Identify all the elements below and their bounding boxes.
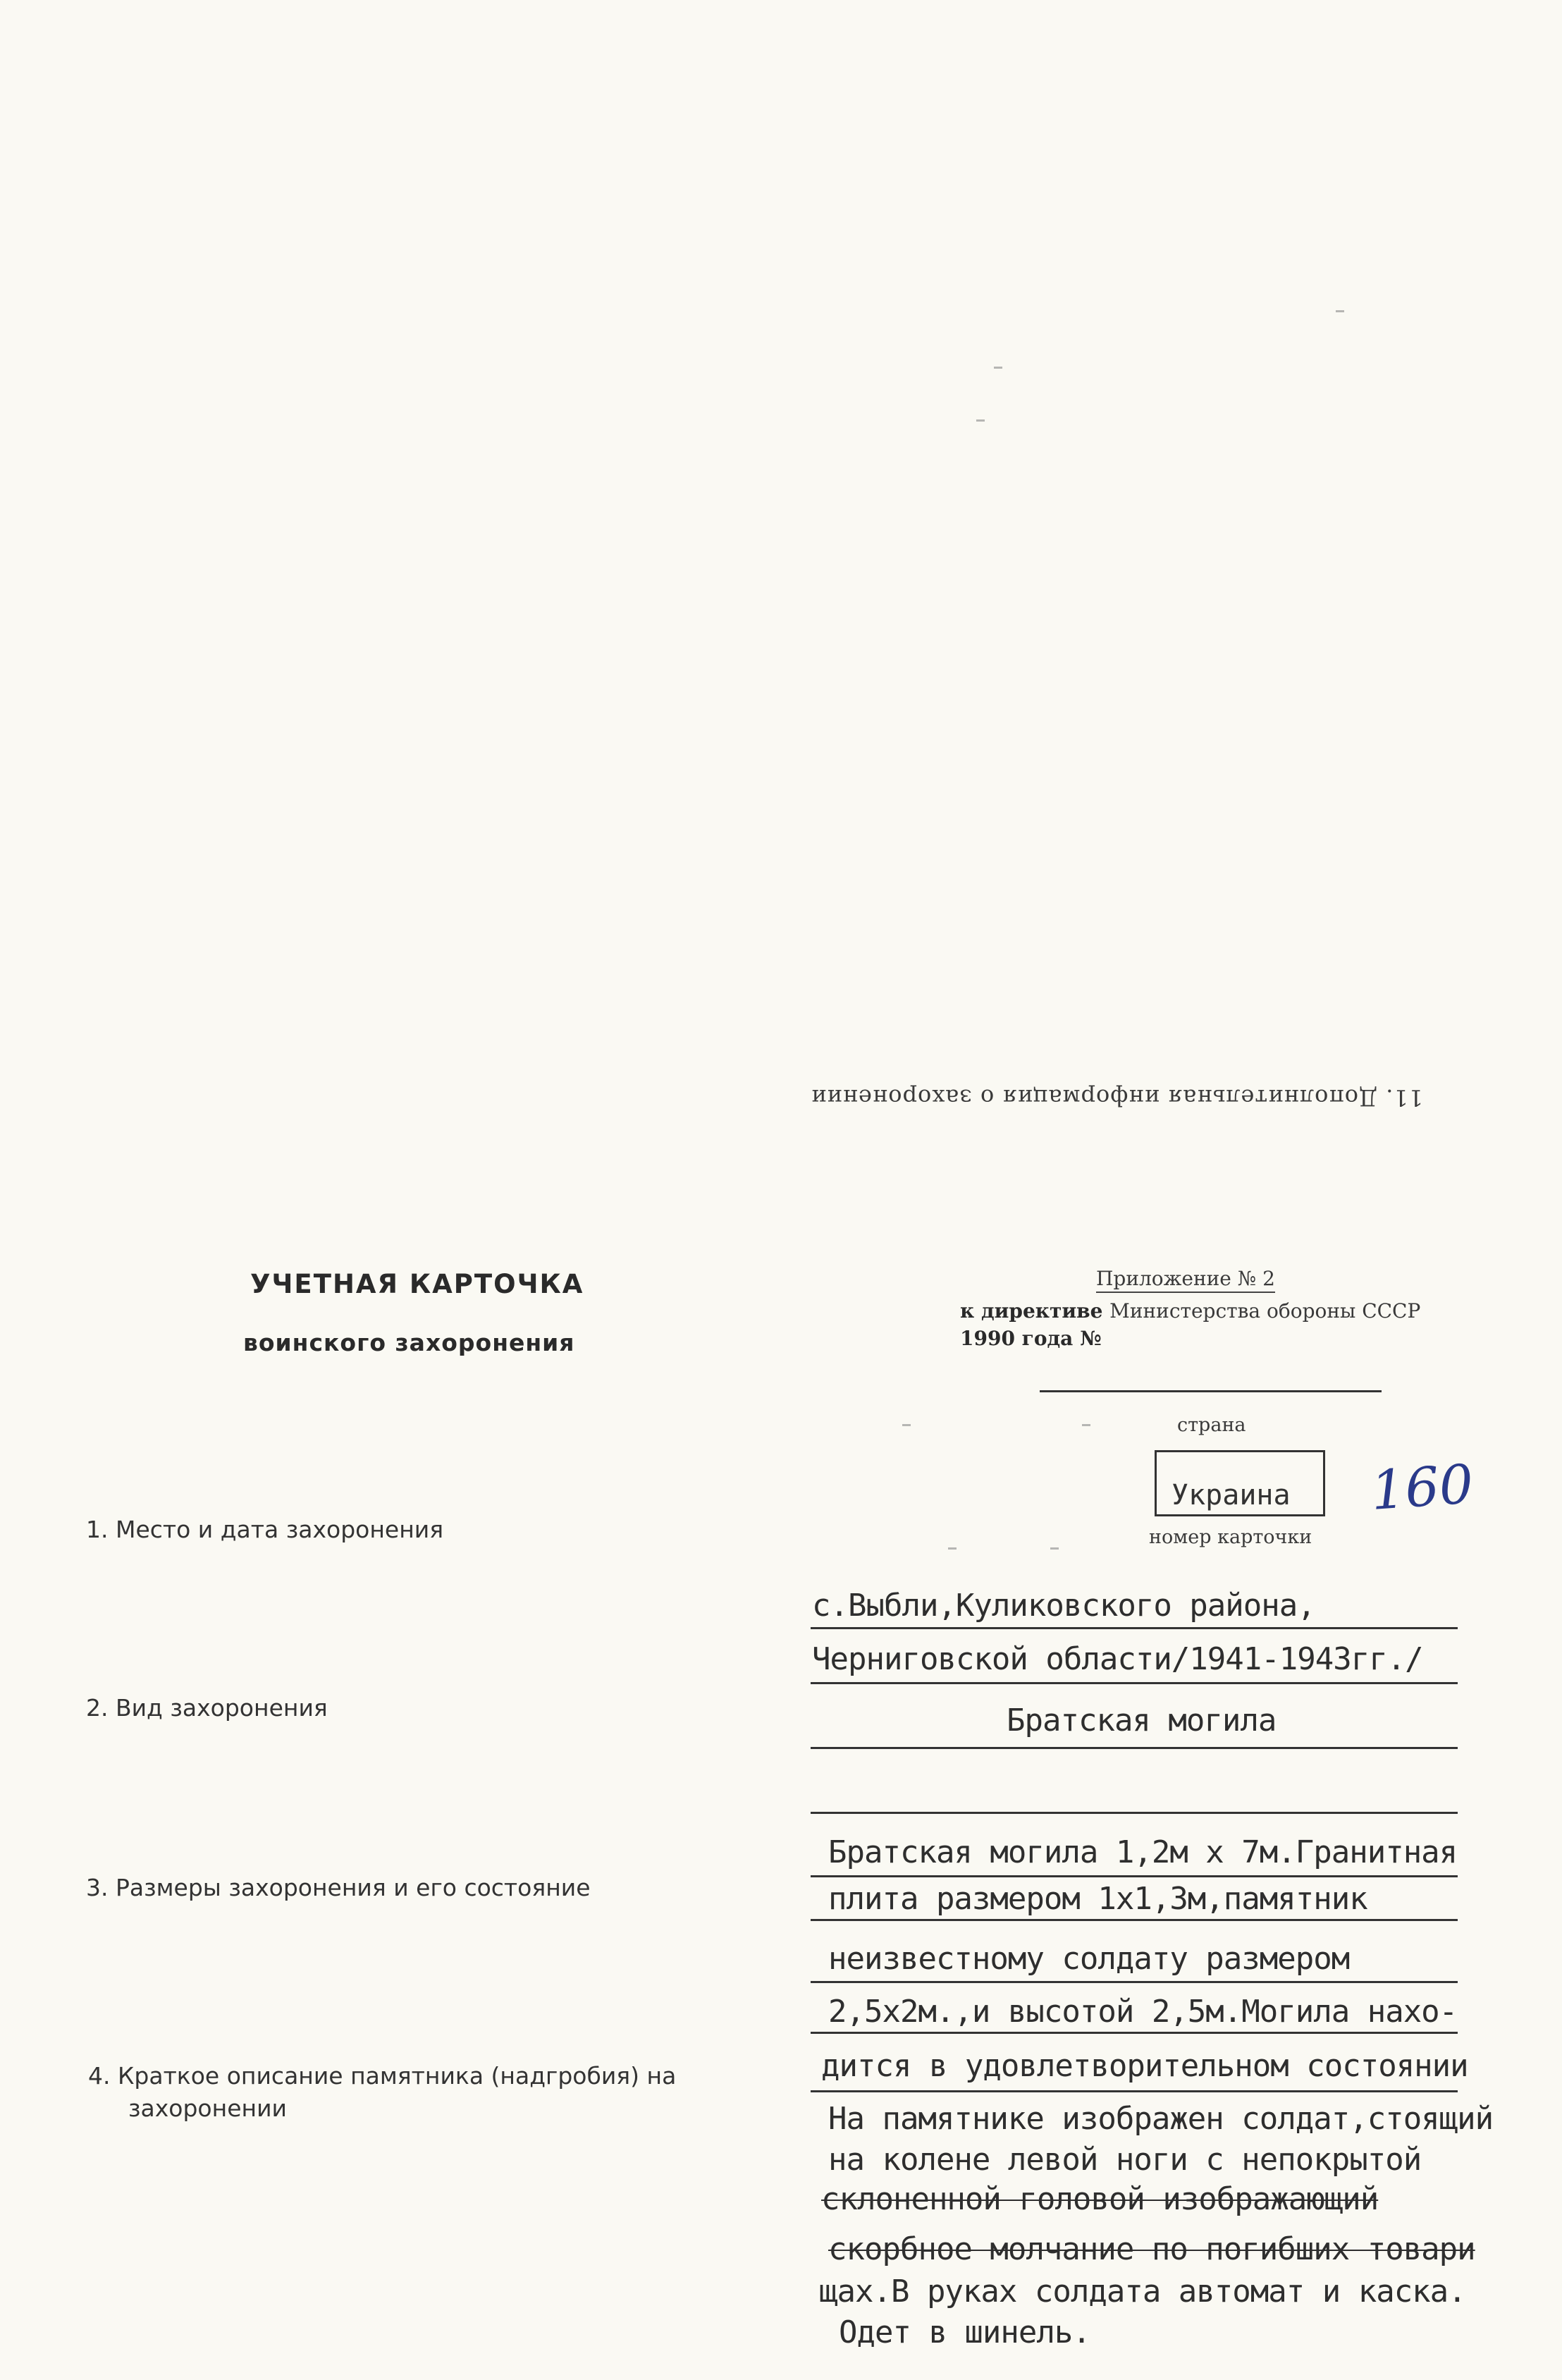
field-label-monument-line2: захоронении: [128, 2094, 287, 2122]
description-line: 2,5х2м.,и высотой 2,5м.Могила нахо-: [828, 1994, 1458, 2030]
field-label-monument-line1: 4. Краткое описание памятника (надгробия) на: [88, 2062, 677, 2090]
place-line-1: с.Выбли,Куликовского района,: [812, 1588, 1315, 1624]
field-label-size-condition: 3. Размеры захоронения и его состояние: [86, 1874, 591, 1901]
appendix-label: Приложение № 2: [1096, 1267, 1275, 1293]
directive-prefix: к директиве: [960, 1299, 1103, 1323]
description-line: дится в удовлетворительном состоянии: [821, 2048, 1468, 2084]
description-line: щах.В руках солдата автомат и каска.: [819, 2274, 1466, 2310]
scan-speck: [994, 367, 1002, 369]
place-line-2: Черниговской области/1941-1943гг./: [812, 1641, 1423, 1677]
scan-speck: [902, 1424, 911, 1426]
scan-speck: [948, 1547, 957, 1550]
country-label: страна: [1177, 1414, 1246, 1436]
directive-line-1: [960, 1299, 1420, 1323]
field-label-burial-type: 2. Вид захоронения: [86, 1694, 328, 1722]
rule: [811, 2090, 1458, 2092]
description-line: плита размером 1х1,3м,памятник: [828, 1881, 1367, 1917]
country-value: Украина: [1172, 1479, 1291, 1511]
scan-speck: [976, 419, 985, 422]
scan-speck: [1336, 310, 1344, 312]
country-underline: [1040, 1390, 1382, 1392]
scan-speck: [1082, 1424, 1090, 1426]
description-line: неизвестному солдату размером: [828, 1941, 1350, 1977]
rule: [811, 1875, 1458, 1877]
rule: [811, 2032, 1458, 2034]
field-label-place-date: 1. Место и дата захоронения: [86, 1516, 444, 1543]
mirrored-back-heading: 11. Дополнительная информация о захоронении: [811, 1084, 1424, 1111]
directive-year: 1990 года №: [960, 1327, 1102, 1350]
description-line: на колене левой ноги с непокрытой: [828, 2142, 1422, 2178]
card-number-label: номер карточки: [1149, 1526, 1312, 1548]
description-line: Одет в шинель.: [839, 2314, 1090, 2350]
description-line: Братская могила 1,2м х 7м.Гранитная: [828, 1834, 1458, 1870]
scan-speck: [1050, 1547, 1059, 1550]
rule: [811, 1682, 1458, 1684]
description-line-struck: скорбное молчание по погибших товари: [828, 2231, 1475, 2267]
rule: [811, 1747, 1458, 1749]
description-line: На памятнике изображен солдат,стоящий: [828, 2101, 1494, 2137]
burial-type-value: Братская могила: [1007, 1703, 1277, 1738]
card-title: УЧЕТНАЯ КАРТОЧКА: [250, 1269, 584, 1299]
rule: [811, 1981, 1458, 1983]
description-line-struck: склоненной головой изображающий: [821, 2181, 1379, 2217]
rule: [811, 1919, 1458, 1921]
directive-ministry: Министерства обороны СССР: [1109, 1299, 1421, 1323]
rule: [811, 1812, 1458, 1814]
rule: [811, 1627, 1458, 1629]
card-subtitle: воинского захоронения: [243, 1329, 575, 1356]
card-number-handwritten: 160: [1369, 1452, 1475, 1522]
